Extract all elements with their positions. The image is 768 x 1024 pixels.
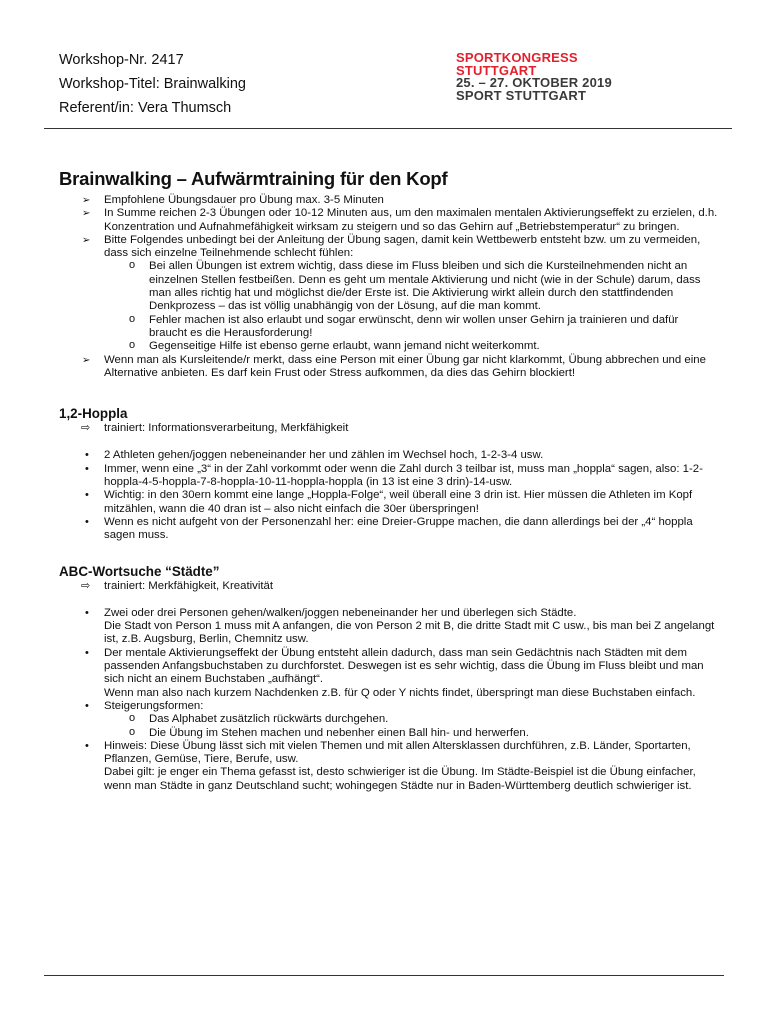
intro-subitem: o Bei allen Übungen ist extrem wichtig, dass diese im Fluss bleiben und sich die Kursteilnehmenden nicht an einzelnen Stellen festbeißen. Denn es geht um mentale Aktivierung und nicht (wie in der Schule) darum, dass man alles richtig hat und möglichst die/der Erste ist. Die Aktivierung wirkt allein durch den stattfindenden Denkprozess – das ist völlig unabhängig von der Lösung, auf die man kommt. <box>129 259 701 313</box>
intro-item: ➢ Bitte Folgendes unbedingt bei der Anleitung der Übung sagen, damit kein Wettbewerb entsteht bzw. um zu vermeiden, dass sich einzelne Teilnehmende schlecht fühlen: <box>82 233 701 260</box>
intro-item: ➢ Empfohlene Übungsdauer pro Übung max. 3-5 Minuten <box>82 194 384 206</box>
list-subitem: o Die Übung im Stehen machen und nebenher einen Ball hin- und herwerfen. <box>129 725 529 739</box>
arrow-bullet-icon: ➢ <box>82 208 91 220</box>
footer-divider <box>44 975 724 976</box>
logo-line-2: STUTTGART <box>456 62 537 78</box>
workshop-title: Workshop-Titel: Brainwalking <box>59 76 246 92</box>
intro-item: ➢ Wenn man als Kursleitende/r merkt, dass eine Person mit einer Übung gar nicht klarkommt, Übung abbrechen und eine Alternative anbieten. Es darf kein Frust oder Stress aufkommen, da dies das Gehirn blockiert! <box>82 353 706 379</box>
workshop-number: Workshop-Nr. 2417 <box>59 52 184 68</box>
document-title: Brainwalking – Aufwärmtraining für den Kopf <box>59 168 448 189</box>
list-item: • Steigerungsformen: <box>85 699 204 712</box>
page-header <box>0 0 768 130</box>
bullet-icon: • <box>85 489 89 502</box>
intro-subitem: o Gegenseitige Hilfe ist ebenso gerne erlaubt, wann jemand nicht weiterkommt. <box>129 339 540 353</box>
trains-line: ⇨ trainiert: Informationsverarbeitung, Merkfähigkeit <box>81 422 349 435</box>
circle-bullet-icon: o <box>129 712 136 725</box>
section-title: ABC-Wortsuche “Städte” <box>59 563 220 579</box>
logo-line-3: 25. – 27. OKTOBER 2019 <box>456 75 612 90</box>
intro-subitem: o Fehler machen ist also erlaubt und sogar erwünscht, denn wir wollen unser Gehirn ja trainieren und dafür braucht es die Herausforderung! <box>129 312 679 339</box>
abc-list-end <box>59 740 719 793</box>
logo-line-4: SPORT STUTTGART <box>456 87 587 103</box>
list-item: • Wenn es nicht aufgeht von der Personenzahl her: eine Dreier-Gruppe machen, die dann allerdings bei der „4“ hoppla sagen muss. <box>85 515 693 542</box>
list-item: • Immer, wenn eine „3“ in der Zahl vorkommt oder wenn die Zahl durch 3 teilbar ist, muss man „hoppla“ sagen, also: 1-2-hoppla-4-5-hoppla-7-8-hoppla-10-11-hoppla-hoppla (in 13 ist eine 3 drin)-14-usw. <box>85 462 703 489</box>
intro-item: ➢ In Summe reichen 2-3 Übungen oder 10-12 Minuten aus, um den maximalen mentalen Aktivierungseffekt zu erzielen, d.h. Konzentration und Aufnahmefähigkeit wirksam zu steigern und so das Gehirn auf „Betriebstemperatur“ zu bringen. <box>82 207 718 233</box>
circle-bullet-icon: o <box>129 259 136 272</box>
document-body <box>59 168 719 793</box>
circle-bullet-icon: o <box>129 725 136 738</box>
list-item: • Hinweis: Diese Übung lässt sich mit vielen Themen und mit allen Altersklassen durchführen, z.B. Länder, Sportarten, Pflanzen, Gemüse, Tiere, Berufe, usw. Dabei gilt: je enger ein Thema gefasst ist, desto schwieriger ist die Übung. Im Städte-Beispiel ist die Übung einfacher, wenn man Städte in ganz Deutschland sucht; wohingegen Städte nur in Baden-Württemberg deutlich schwieriger ist. <box>85 739 696 792</box>
list-item: • 2 Athleten gehen/joggen nebeneinander her und zählen im Wechsel hoch, 1-2-3-4 usw. <box>85 449 544 462</box>
outline-arrow-icon: ⇨ <box>81 422 91 435</box>
bullet-icon: • <box>85 739 89 752</box>
bullet-icon: • <box>85 449 89 462</box>
intro-sublist <box>129 260 719 353</box>
header-divider <box>44 128 732 129</box>
steigerung-sublist <box>129 713 719 740</box>
sportkongress-logo <box>456 52 612 102</box>
arrow-bullet-icon: ➢ <box>82 195 91 206</box>
trains-line: ⇨ trainiert: Merkfähigkeit, Kreativität <box>81 579 274 592</box>
outline-arrow-icon: ⇨ <box>81 579 91 592</box>
hoppla-list <box>59 449 719 542</box>
bullet-icon: • <box>85 699 89 712</box>
abc-list <box>59 607 719 713</box>
section-hoppla <box>59 406 719 542</box>
list-item: • Zwei oder drei Personen gehen/walken/joggen nebeneinander her und überlegen sich Städte. Die Stadt von Person 1 muss mit A anfangen, die von Person 2 mit B, die dritte Stadt mit C usw., bis man bei Z angelangt ist, z.B. Augsburg, Berlin, Chemnitz usw. <box>85 606 715 646</box>
bullet-icon: • <box>85 462 89 475</box>
list-item: • Der mentale Aktivierungseffekt der Übung entsteht allein dadurch, dass man sein Gedächtnis nach Städten mit dem passenden Anfangsbuchstaben zu durchforstet. Deswegen ist es sehr wichtig, dass die Übung im Fluss bleibt und man sich nicht an einem Buchstaben „aufhängt“. Wenn man also nach kurzem Nachdenken z.B. für Q oder Y nichts findet, überspringt man diese Buchstaben einfach. <box>85 646 704 699</box>
bullet-icon: • <box>85 646 89 659</box>
arrow-bullet-icon: ➢ <box>82 354 91 366</box>
section-title: 1,2-Hoppla <box>59 406 128 422</box>
circle-bullet-icon: o <box>129 339 136 352</box>
list-subitem: o Das Alphabet zusätzlich rückwärts durchgehen. <box>129 712 389 726</box>
circle-bullet-icon: o <box>129 312 136 325</box>
intro-list-end <box>59 354 719 381</box>
list-item: • Wichtig: in den 30ern kommt eine lange „Hoppla-Folge“, weil überall eine 3 drin ist. Hier müssen die Athleten im Kopf mitzählen, wann die 40 dran ist – also nicht einfach die 30er überspringen! <box>85 489 693 515</box>
referent: Referent/in: Vera Thumsch <box>59 100 232 116</box>
bullet-icon: • <box>85 515 89 528</box>
arrow-bullet-icon: ➢ <box>82 234 91 246</box>
bullet-icon: • <box>85 606 89 619</box>
intro-list <box>59 194 719 260</box>
workshop-meta <box>59 48 246 120</box>
logo-line-1: SPORTKONGRESS <box>456 50 578 65</box>
section-abc-wortsuche <box>59 564 719 793</box>
